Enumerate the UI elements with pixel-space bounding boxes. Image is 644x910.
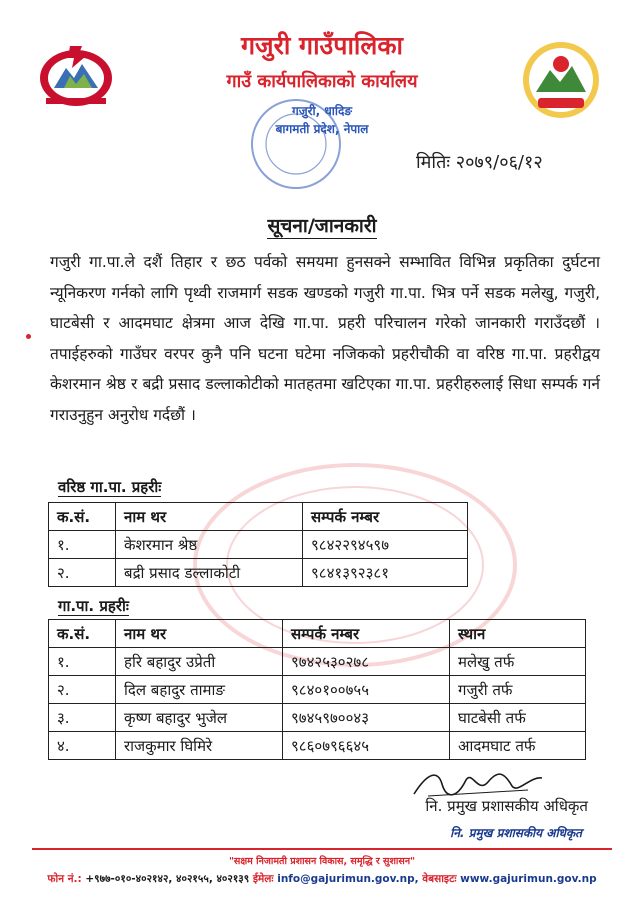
footer-contact <box>0 872 644 886</box>
col-name: नाम थर <box>116 620 283 648</box>
website-label: वेबसाइटः <box>422 873 457 885</box>
cell-location: आदमघाट तर्फ <box>450 732 586 760</box>
cell-contact: ९८४०१००७५५ <box>283 676 450 704</box>
police-heading: गा.पा. प्रहरीः <box>58 597 129 615</box>
col-serial: क.सं. <box>49 503 116 531</box>
col-location: स्थान <box>450 620 586 648</box>
address-district: गजुरी, धादिङ <box>291 104 353 118</box>
cell-serial: २. <box>49 559 116 587</box>
cell-contact: ९८४२२९४५९७ <box>303 531 468 559</box>
phone-value: +९७७-०१०-४०२१४२, ४०२१५५, ४०२१३९ <box>85 873 250 885</box>
table-header-row <box>49 620 586 648</box>
table-row <box>49 704 586 732</box>
col-contact: सम्पर्क नम्बर <box>283 620 450 648</box>
signatory-stamp: नि. प्रमुख प्रशासकीय अधिकृत <box>450 826 582 840</box>
municipality-name: गजुरी गाउँपालिका <box>240 31 404 60</box>
municipality-logo-icon <box>520 40 602 120</box>
cell-location: गजुरी तर्फ <box>450 676 586 704</box>
office-name: गाउँ कार्यपालिकाको कार्यालय <box>226 71 418 92</box>
cell-name: केशरमान श्रेष्ठ <box>116 531 303 559</box>
cell-serial: ४. <box>49 732 116 760</box>
col-contact: सम्पर्क नम्बर <box>303 503 468 531</box>
table-header-row <box>49 503 468 531</box>
senior-police-table <box>48 502 468 587</box>
police-table <box>48 619 586 760</box>
phone-label: फोन नं.: <box>47 873 82 885</box>
nepal-coat-of-arms-icon <box>36 40 116 110</box>
col-serial: क.सं. <box>49 620 116 648</box>
footer-divider <box>32 848 612 850</box>
cell-serial: ३. <box>49 704 116 732</box>
table-row <box>49 559 468 587</box>
email-label: ईमेलः <box>252 873 274 885</box>
col-name: नाम थर <box>116 503 303 531</box>
table-row <box>49 732 586 760</box>
notice-date: मितिः २०७९/०६/१२ <box>416 152 543 173</box>
cell-contact: ९८६०७९६६४५ <box>283 732 450 760</box>
cell-location: मलेखु तर्फ <box>450 648 586 676</box>
margin-mark <box>26 334 31 339</box>
cell-contact: ९७४२५३०२७८ <box>283 648 450 676</box>
signatory-title: नि. प्रमुख प्रशासकीय अधिकृत <box>425 797 588 815</box>
senior-police-heading: वरिष्ठ गा.पा. प्रहरीः <box>58 478 162 496</box>
table-row <box>49 676 586 704</box>
address-province: बागमती प्रदेश, नेपाल <box>275 122 369 136</box>
cell-serial: २. <box>49 676 116 704</box>
cell-name: दिल बहादुर तामाङ <box>116 676 283 704</box>
office-stamp-icon <box>248 96 344 192</box>
website-link[interactable]: www.gajurimun.gov.np <box>460 873 597 885</box>
notice-body: गजुरी गा.पा.ले दशैं तिहार र छठ पर्वको समयमा हुनसक्ने सम्भावित विभिन्न प्रकृतिका दुर्घटना न्यूनिकरण गर्नको लागि पृथ्वी राजमार्ग सडक खण्डको गजुरी गा.पा. भित्र पर्ने सडक मलेखु, गजुरी, घाटबेसी र आदमघाट क्षेत्रमा आज देखि गा.पा. प्रहरी परिचालन गरेको जानकारी गराउँदछौं । तपाईहरुको गाउँघर वरपर कुनै पनि घटना घटेमा नजिकको प्रहरीचौकी वा वरिष्ठ गा.पा. प्रहरीद्वय केशरमान श्रेष्ठ र बद्री प्रसाद डल्लाकोटीको मातहतमा खटिएका गा.पा. प्रहरीहरुलाई सिधा सम्पर्क गर्न गराउनुहुन अनुरोध गर्दछौं । <box>50 253 600 424</box>
cell-serial: १. <box>49 648 116 676</box>
cell-name: राजकुमार घिमिरे <box>116 732 283 760</box>
email-link[interactable]: info@gajurimun.gov.np, <box>277 873 419 885</box>
footer-slogan: "सक्षम निजामती प्रशासन विकास, समृद्धि र सुशासन" <box>228 856 416 867</box>
notice-title: सूचना/जानकारी <box>267 215 377 237</box>
table-row <box>49 531 468 559</box>
cell-serial: १. <box>49 531 116 559</box>
cell-name: हरि बहादुर उप्रेती <box>116 648 283 676</box>
cell-name: कृष्ण बहादुर भुजेल <box>116 704 283 732</box>
cell-location: घाटबेसी तर्फ <box>450 704 586 732</box>
cell-contact: ९८४१३९२३८१ <box>303 559 468 587</box>
cell-contact: ९७४५९७००४३ <box>283 704 450 732</box>
table-row <box>49 648 586 676</box>
cell-name: बद्री प्रसाद डल्लाकोटी <box>116 559 303 587</box>
